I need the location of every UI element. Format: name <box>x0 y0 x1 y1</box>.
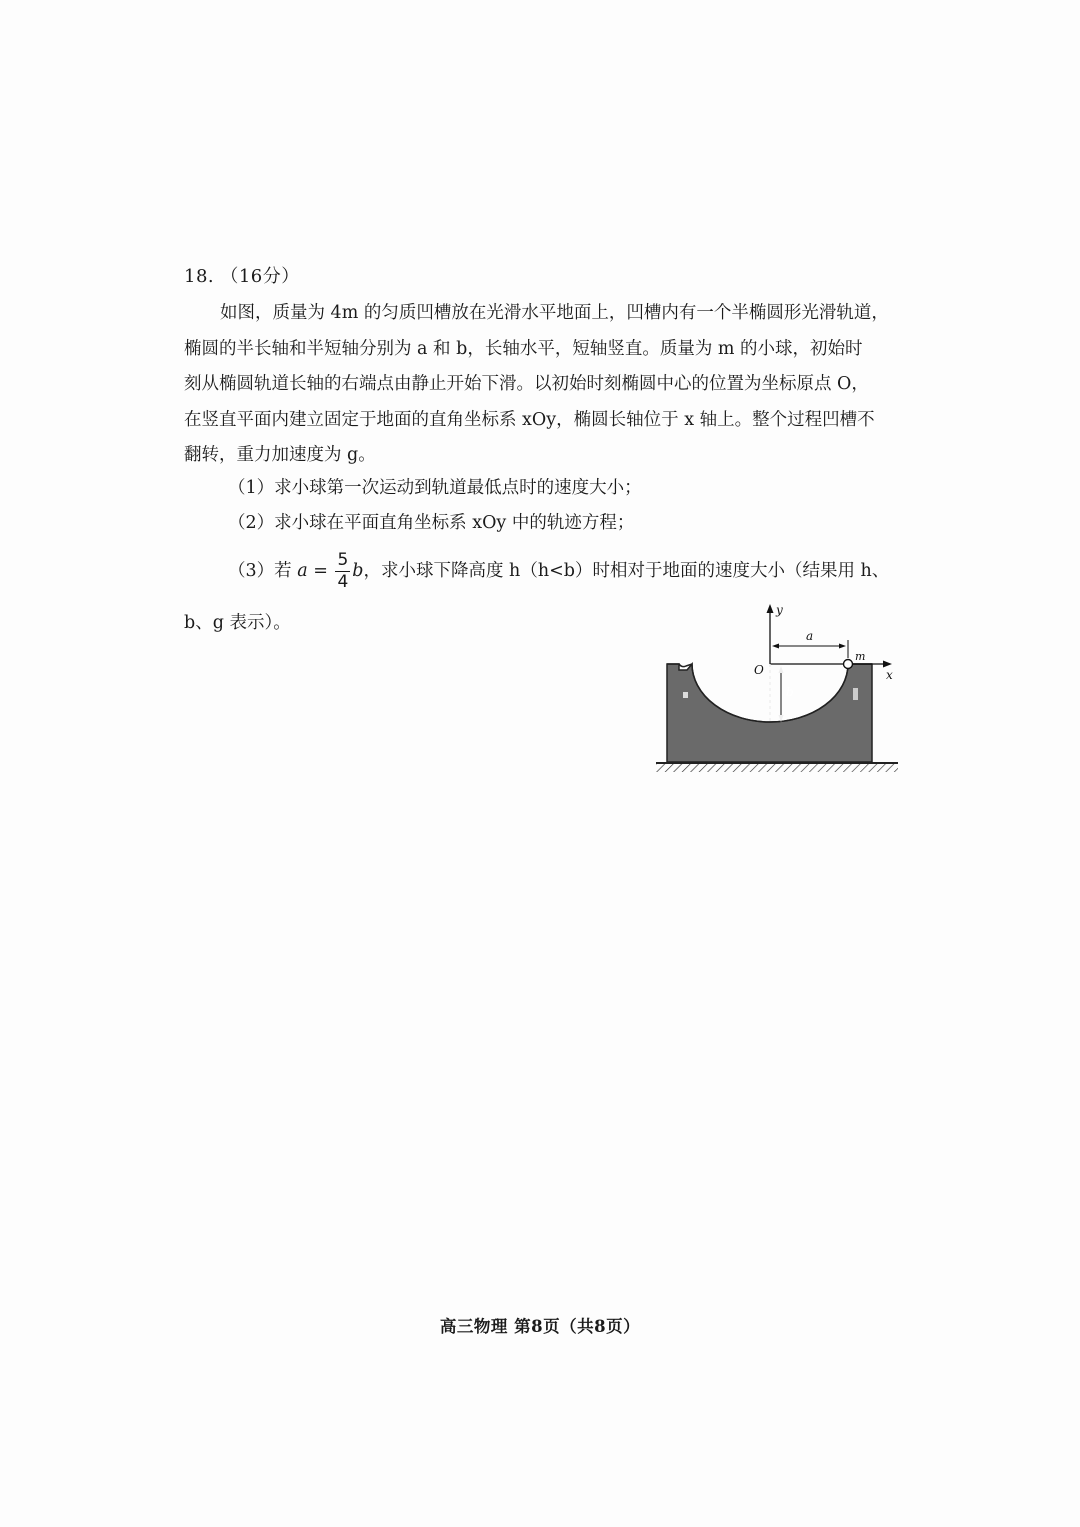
sub-question-1: （1）求小球第一次运动到轨道最低点时的速度大小； <box>228 478 642 498</box>
groove-figure <box>650 600 910 780</box>
sub3-after-frac: b <box>352 561 364 581</box>
fraction <box>335 552 350 591</box>
stem-line-5: 翻转，重力加速度为 g。 <box>184 445 376 465</box>
question-header: 18. （16分） <box>184 266 300 287</box>
label-m: m <box>855 650 866 663</box>
sub-question-3 <box>228 552 889 591</box>
y-axis-arrow <box>767 604 774 613</box>
fraction-numerator: 5 <box>337 550 349 570</box>
label-a: a <box>806 629 814 643</box>
sub-question-2: （2）求小球在平面直角坐标系 xOy 中的轨迹方程； <box>228 513 635 533</box>
label-y: y <box>776 603 783 617</box>
stem-line-1: 如图，质量为 4m 的匀质凹槽放在光滑水平地面上，凹槽内有一个半椭圆形光滑轨道， <box>220 303 889 323</box>
page-footer: 高三物理 第8页（共8页） <box>439 1317 641 1336</box>
stem-line-2: 椭圆的半长轴和半短轴分别为 a 和 b，长轴水平，短轴竖直。质量为 m 的小球，初始时 <box>184 338 863 359</box>
question-stem <box>184 296 900 474</box>
ground-hatch <box>656 764 898 772</box>
sub-question-3-tail: b、g 表示）。 <box>184 613 291 633</box>
sub3-lhs: a = <box>297 561 328 581</box>
label-x: x <box>886 668 893 682</box>
sub3-rest: ，求小球下降高度 h（h<b）时相对于地面的速度大小（结果用 h、 <box>363 561 890 581</box>
sub3-prefix: （3）若 <box>228 561 298 581</box>
ball-m <box>844 660 853 669</box>
groove-diagram <box>650 600 910 780</box>
x-axis-arrow <box>883 661 892 668</box>
fraction-denominator: 4 <box>337 572 349 592</box>
label-b: b <box>786 685 794 699</box>
stem-line-4: 在竖直平面内建立固定于地面的直角坐标系 xOy，椭圆长轴位于 x 轴上。整个过程凹槽不 <box>184 409 875 430</box>
stem-line-3: 刻从椭圆轨道长轴的右端点由静止开始下滑。以初始时刻椭圆中心的位置为坐标原点 O， <box>184 374 869 394</box>
label-o: O <box>754 663 764 677</box>
